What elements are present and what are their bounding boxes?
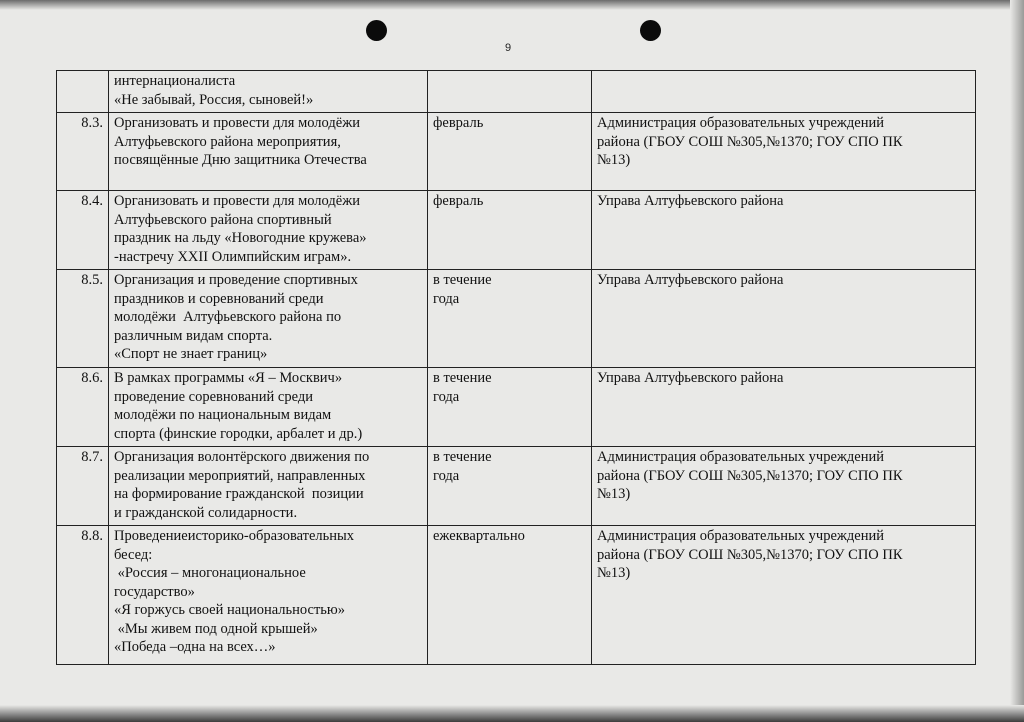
cell-text-line: Алтуфьевского района спортивный bbox=[114, 211, 332, 228]
table-row bbox=[57, 368, 976, 447]
table-row bbox=[57, 71, 976, 113]
cell-text-line: Администрация образовательных учреждений bbox=[597, 528, 885, 544]
responsible-cell bbox=[592, 113, 976, 191]
responsible-cell bbox=[592, 191, 976, 270]
cell-text-line: государство» bbox=[114, 583, 195, 600]
event-cell bbox=[109, 191, 428, 270]
cell-text-line: праздников и соревнований среди bbox=[114, 290, 324, 307]
cell-text-line: района (ГБОУ СОШ №305,№1370; ГОУ СПО ПК bbox=[597, 133, 903, 150]
cell-text-line: Организация и проведение спортивных bbox=[114, 272, 358, 288]
cell-text-line: на формирование гражданской позиции bbox=[114, 486, 364, 502]
cell-text-line: посвящённые Дню защитника Отечества bbox=[114, 152, 367, 168]
cell-text-line: Алтуфьевского района мероприятия, bbox=[114, 133, 341, 150]
event-cell bbox=[109, 270, 428, 368]
cell-text-line: интернационалиста bbox=[114, 73, 236, 89]
cell-text-line: «Победа –одна на всех…» bbox=[114, 639, 276, 655]
cell-text-line: Управа Алтуфьевского района bbox=[597, 272, 784, 288]
table-row bbox=[57, 526, 976, 665]
cell-text-line: «Не забывай, Россия, сыновей!» bbox=[114, 91, 314, 108]
item-number-cell: 8.4. bbox=[57, 191, 109, 270]
cell-text-line: проведение соревнований среди bbox=[114, 388, 313, 405]
term-cell bbox=[428, 368, 592, 447]
cell-text-line: в течение bbox=[433, 449, 492, 465]
cell-text-line: года bbox=[433, 467, 460, 484]
responsible-cell bbox=[592, 71, 976, 113]
cell-text-line: Организовать и провести для молодёжи bbox=[114, 115, 360, 131]
scan-edge-top bbox=[0, 0, 1024, 10]
term-cell bbox=[428, 526, 592, 665]
item-number-cell: 8.5. bbox=[57, 270, 109, 368]
responsible-cell bbox=[592, 270, 976, 368]
cell-text-line: различным видам спорта. bbox=[114, 327, 273, 344]
cell-text-line: Управа Алтуфьевского района bbox=[597, 370, 784, 386]
cell-text-line: В рамках программы «Я – Москвич» bbox=[114, 370, 343, 386]
cell-text-line: №13) bbox=[597, 152, 631, 168]
activity-plan-table bbox=[56, 70, 976, 665]
scan-edge-right bbox=[1010, 0, 1024, 722]
cell-text-line: февраль bbox=[433, 193, 484, 209]
cell-text-line: №13) bbox=[597, 565, 631, 581]
cell-text-line: молодёжи по национальным видам bbox=[114, 407, 332, 423]
page-number: 9 bbox=[504, 42, 512, 54]
cell-text-line: района (ГБОУ СОШ №305,№1370; ГОУ СПО ПК bbox=[597, 546, 903, 563]
cell-text-line: праздник на льду «Новогодние кружева» bbox=[114, 230, 367, 246]
table-row bbox=[57, 113, 976, 191]
event-cell bbox=[109, 447, 428, 526]
event-cell bbox=[109, 368, 428, 447]
table-row bbox=[57, 191, 976, 270]
event-cell bbox=[109, 113, 428, 191]
cell-text-line: февраль bbox=[433, 115, 484, 131]
cell-text-line: бесед: bbox=[114, 546, 153, 563]
event-cell bbox=[109, 71, 428, 113]
item-number-cell bbox=[57, 71, 109, 113]
cell-text-line: «Спорт не знает границ» bbox=[114, 346, 268, 362]
table-body bbox=[57, 71, 976, 665]
cell-text-line: реализации мероприятий, направленных bbox=[114, 467, 366, 484]
term-cell bbox=[428, 191, 592, 270]
term-cell bbox=[428, 71, 592, 113]
cell-text-line: района (ГБОУ СОШ №305,№1370; ГОУ СПО ПК bbox=[597, 467, 903, 484]
scan-edge-bottom bbox=[0, 705, 1024, 722]
cell-text-line: -настречу XXII Олимпийским играм». bbox=[114, 248, 352, 265]
cell-text-line: Организовать и провести для молодёжи bbox=[114, 193, 360, 209]
responsible-cell bbox=[592, 447, 976, 526]
event-cell bbox=[109, 526, 428, 665]
cell-text-line: и гражданской солидарности. bbox=[114, 504, 298, 521]
cell-text-line: Управа Алтуфьевского района bbox=[597, 193, 784, 209]
cell-text-line: года bbox=[433, 290, 460, 307]
punch-hole-right bbox=[640, 20, 661, 41]
punch-hole-left bbox=[366, 20, 387, 41]
cell-text-line: Администрация образовательных учреждений bbox=[597, 115, 885, 131]
item-number-cell: 8.3. bbox=[57, 113, 109, 191]
cell-text-line: №13) bbox=[597, 486, 631, 502]
term-cell bbox=[428, 113, 592, 191]
table-row bbox=[57, 447, 976, 526]
term-cell bbox=[428, 270, 592, 368]
cell-text-line: Администрация образовательных учреждений bbox=[597, 449, 885, 465]
table-row bbox=[57, 270, 976, 368]
cell-text-line: «Я горжусь своей национальностью» bbox=[114, 602, 345, 618]
cell-text-line: Организация волонтёрского движения по bbox=[114, 449, 370, 465]
cell-text-line: Проведениеисторико-образовательных bbox=[114, 528, 355, 544]
responsible-cell bbox=[592, 526, 976, 665]
item-number-cell: 8.7. bbox=[57, 447, 109, 526]
item-number-cell: 8.6. bbox=[57, 368, 109, 447]
cell-text-line: в течение bbox=[433, 370, 492, 386]
item-number-cell: 8.8. bbox=[57, 526, 109, 665]
cell-text-line: молодёжи Алтуфьевского района по bbox=[114, 309, 342, 325]
responsible-cell bbox=[592, 368, 976, 447]
cell-text-line: «Мы живем под одной крышей» bbox=[114, 620, 318, 637]
cell-text-line: в течение bbox=[433, 272, 492, 288]
term-cell bbox=[428, 447, 592, 526]
cell-text-line: ежеквартально bbox=[433, 528, 525, 544]
cell-text-line: «Россия – многонациональное bbox=[114, 565, 306, 581]
cell-text-line: спорта (финские городки, арбалет и др.) bbox=[114, 425, 363, 442]
cell-text-line: года bbox=[433, 388, 460, 405]
